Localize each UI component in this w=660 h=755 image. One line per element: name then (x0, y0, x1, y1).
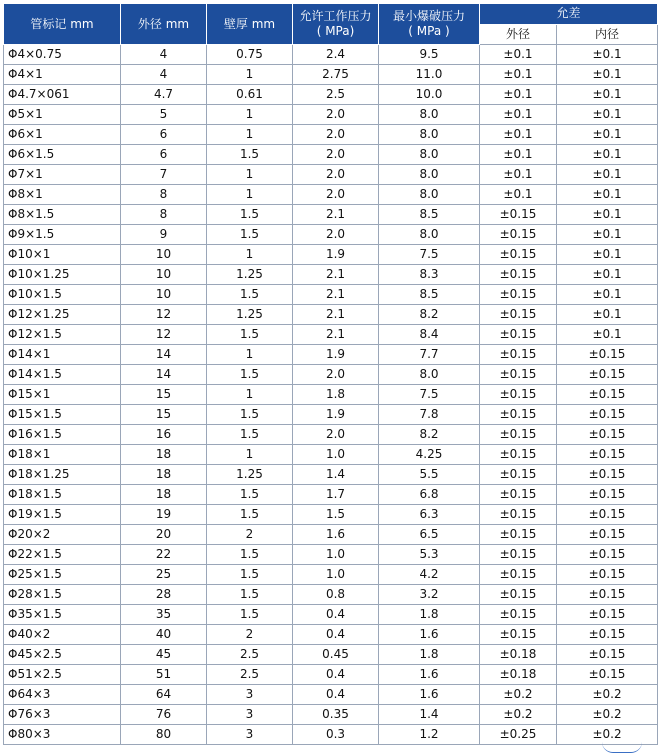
cell-tolerance-inner: ±0.15 (557, 485, 658, 505)
table-row (4, 505, 658, 525)
cell-tolerance-outer: ±0.15 (480, 245, 557, 265)
cell-working-pressure: 1.9 (293, 405, 379, 425)
table-row (4, 465, 658, 485)
header-outer-diameter: 外径 mm (121, 4, 207, 45)
cell-tolerance-inner: ±0.1 (557, 225, 658, 245)
cell-working-pressure: 2.0 (293, 225, 379, 245)
cell-burst-pressure: 4.2 (379, 565, 480, 585)
cell-tolerance-outer: ±0.15 (480, 565, 557, 585)
cell-working-pressure: 0.4 (293, 665, 379, 685)
cell-name: Φ80×3 (4, 725, 121, 745)
cell-burst-pressure: 8.2 (379, 425, 480, 445)
cell-name: Φ19×1.5 (4, 505, 121, 525)
table-row (4, 365, 658, 385)
cell-working-pressure: 2.4 (293, 45, 379, 65)
cell-working-pressure: 2.1 (293, 305, 379, 325)
table-row (4, 245, 658, 265)
cell-tolerance-outer: ±0.2 (480, 705, 557, 725)
cell-tolerance-outer: ±0.15 (480, 425, 557, 445)
cell-tolerance-outer: ±0.15 (480, 625, 557, 645)
cell-outer-diameter: 51 (121, 665, 207, 685)
cell-burst-pressure: 8.0 (379, 185, 480, 205)
cell-wall-thickness: 1.5 (207, 505, 293, 525)
cell-tolerance-outer: ±0.18 (480, 665, 557, 685)
cell-burst-pressure: 9.5 (379, 45, 480, 65)
cell-tolerance-outer: ±0.15 (480, 265, 557, 285)
cell-tolerance-outer: ±0.15 (480, 205, 557, 225)
cell-outer-diameter: 7 (121, 165, 207, 185)
cell-burst-pressure: 1.8 (379, 605, 480, 625)
cell-outer-diameter: 28 (121, 585, 207, 605)
cell-working-pressure: 0.45 (293, 645, 379, 665)
cell-working-pressure: 2.0 (293, 105, 379, 125)
table-row (4, 545, 658, 565)
header-burst-pressure (379, 4, 480, 45)
header-tolerance: 允差 (480, 4, 658, 25)
cell-name: Φ8×1 (4, 185, 121, 205)
cell-wall-thickness: 2 (207, 525, 293, 545)
cell-wall-thickness: 2 (207, 625, 293, 645)
cell-tolerance-inner: ±0.15 (557, 585, 658, 605)
cell-outer-diameter: 15 (121, 405, 207, 425)
header-working-pressure-line2: ( MPa) (316, 24, 355, 38)
table-row (4, 445, 658, 465)
table-row (4, 425, 658, 445)
cell-tolerance-inner: ±0.1 (557, 205, 658, 225)
cell-name: Φ45×2.5 (4, 645, 121, 665)
cell-name: Φ14×1 (4, 345, 121, 365)
cell-burst-pressure: 8.2 (379, 305, 480, 325)
cell-working-pressure: 2.1 (293, 325, 379, 345)
cell-working-pressure: 0.4 (293, 625, 379, 645)
cell-burst-pressure: 1.4 (379, 705, 480, 725)
cell-name: Φ4.7×061 (4, 85, 121, 105)
cell-tolerance-inner: ±0.1 (557, 65, 658, 85)
cell-name: Φ5×1 (4, 105, 121, 125)
cell-outer-diameter: 18 (121, 445, 207, 465)
cell-burst-pressure: 6.3 (379, 505, 480, 525)
header-tolerance-outer: 外径 (480, 24, 557, 45)
cell-wall-thickness: 1.5 (207, 145, 293, 165)
cell-burst-pressure: 8.0 (379, 225, 480, 245)
cell-wall-thickness: 1.5 (207, 545, 293, 565)
cell-outer-diameter: 19 (121, 505, 207, 525)
cell-outer-diameter: 14 (121, 345, 207, 365)
cell-tolerance-inner: ±0.1 (557, 45, 658, 65)
cell-tolerance-outer: ±0.15 (480, 225, 557, 245)
pipe-spec-table (3, 3, 658, 745)
cell-tolerance-inner: ±0.15 (557, 385, 658, 405)
cell-wall-thickness: 1 (207, 385, 293, 405)
cell-outer-diameter: 22 (121, 545, 207, 565)
cell-working-pressure: 1.0 (293, 545, 379, 565)
cell-outer-diameter: 4 (121, 65, 207, 85)
cell-tolerance-inner: ±0.1 (557, 85, 658, 105)
table-row (4, 385, 658, 405)
cell-tolerance-outer: ±0.1 (480, 125, 557, 145)
table-row (4, 205, 658, 225)
cell-name: Φ12×1.5 (4, 325, 121, 345)
table-row (4, 685, 658, 705)
cell-working-pressure: 1.9 (293, 345, 379, 365)
cell-name: Φ4×1 (4, 65, 121, 85)
cell-wall-thickness: 1 (207, 185, 293, 205)
cell-name: Φ20×2 (4, 525, 121, 545)
cell-burst-pressure: 5.3 (379, 545, 480, 565)
cell-tolerance-inner: ±0.1 (557, 165, 658, 185)
cell-wall-thickness: 0.61 (207, 85, 293, 105)
cell-tolerance-inner: ±0.15 (557, 505, 658, 525)
cell-tolerance-outer: ±0.1 (480, 185, 557, 205)
cell-tolerance-outer: ±0.1 (480, 85, 557, 105)
cell-working-pressure: 2.1 (293, 205, 379, 225)
table-row (4, 705, 658, 725)
table-row (4, 105, 658, 125)
cell-tolerance-inner: ±0.2 (557, 705, 658, 725)
header-working-pressure-line1: 允许工作压力 (299, 9, 372, 23)
cell-tolerance-outer: ±0.15 (480, 285, 557, 305)
cell-burst-pressure: 11.0 (379, 65, 480, 85)
cell-burst-pressure: 10.0 (379, 85, 480, 105)
cell-wall-thickness: 1.5 (207, 585, 293, 605)
header-name: 管标记 mm (4, 4, 121, 45)
cell-name: Φ4×0.75 (4, 45, 121, 65)
cell-outer-diameter: 14 (121, 365, 207, 385)
cell-tolerance-outer: ±0.1 (480, 145, 557, 165)
cell-tolerance-outer: ±0.15 (480, 585, 557, 605)
cell-name: Φ14×1.5 (4, 365, 121, 385)
cell-outer-diameter: 10 (121, 285, 207, 305)
cell-tolerance-inner: ±0.1 (557, 305, 658, 325)
cell-name: Φ16×1.5 (4, 425, 121, 445)
cell-outer-diameter: 8 (121, 185, 207, 205)
cell-name: Φ15×1.5 (4, 405, 121, 425)
table-row (4, 665, 658, 685)
cell-wall-thickness: 2.5 (207, 645, 293, 665)
table-body (4, 45, 658, 745)
cell-wall-thickness: 1.25 (207, 305, 293, 325)
cell-working-pressure: 0.3 (293, 725, 379, 745)
cell-wall-thickness: 1.25 (207, 265, 293, 285)
cell-outer-diameter: 40 (121, 625, 207, 645)
table-row (4, 125, 658, 145)
cell-name: Φ7×1 (4, 165, 121, 185)
cell-burst-pressure: 1.6 (379, 625, 480, 645)
cell-working-pressure: 2.0 (293, 145, 379, 165)
cell-tolerance-inner: ±0.15 (557, 665, 658, 685)
table-row (4, 305, 658, 325)
cell-working-pressure: 2.0 (293, 125, 379, 145)
cell-tolerance-inner: ±0.15 (557, 525, 658, 545)
cell-tolerance-inner: ±0.15 (557, 645, 658, 665)
cell-name: Φ15×1 (4, 385, 121, 405)
cell-outer-diameter: 76 (121, 705, 207, 725)
cell-name: Φ18×1.25 (4, 465, 121, 485)
cell-tolerance-outer: ±0.15 (480, 405, 557, 425)
cell-name: Φ40×2 (4, 625, 121, 645)
cell-working-pressure: 1.8 (293, 385, 379, 405)
cell-working-pressure: 2.0 (293, 185, 379, 205)
cell-name: Φ51×2.5 (4, 665, 121, 685)
cell-tolerance-inner: ±0.15 (557, 565, 658, 585)
cell-tolerance-outer: ±0.15 (480, 385, 557, 405)
cell-working-pressure: 0.8 (293, 585, 379, 605)
cell-name: Φ25×1.5 (4, 565, 121, 585)
cell-outer-diameter: 64 (121, 685, 207, 705)
header-burst-pressure-line1: 最小爆破压力 (392, 9, 465, 23)
cell-name: Φ64×3 (4, 685, 121, 705)
cell-name: Φ28×1.5 (4, 585, 121, 605)
cell-burst-pressure: 8.5 (379, 205, 480, 225)
table-row (4, 225, 658, 245)
table-row (4, 645, 658, 665)
cell-wall-thickness: 1 (207, 105, 293, 125)
cell-wall-thickness: 3 (207, 725, 293, 745)
cell-outer-diameter: 4 (121, 45, 207, 65)
cell-burst-pressure: 8.0 (379, 365, 480, 385)
cell-tolerance-outer: ±0.15 (480, 605, 557, 625)
cell-wall-thickness: 1.5 (207, 425, 293, 445)
cell-wall-thickness: 1.5 (207, 565, 293, 585)
cell-burst-pressure: 8.4 (379, 325, 480, 345)
table-row (4, 725, 658, 745)
cell-outer-diameter: 20 (121, 525, 207, 545)
cell-outer-diameter: 16 (121, 425, 207, 445)
cell-tolerance-inner: ±0.15 (557, 445, 658, 465)
cell-wall-thickness: 0.75 (207, 45, 293, 65)
table-row (4, 145, 658, 165)
table-row (4, 265, 658, 285)
cell-tolerance-outer: ±0.18 (480, 645, 557, 665)
cell-wall-thickness: 1.5 (207, 285, 293, 305)
cell-tolerance-outer: ±0.15 (480, 345, 557, 365)
cell-tolerance-inner: ±0.1 (557, 105, 658, 125)
cell-tolerance-outer: ±0.25 (480, 725, 557, 745)
cell-name: Φ10×1.5 (4, 285, 121, 305)
table-row (4, 285, 658, 305)
cell-tolerance-outer: ±0.15 (480, 545, 557, 565)
cell-working-pressure: 1.0 (293, 565, 379, 585)
cell-outer-diameter: 12 (121, 305, 207, 325)
cell-wall-thickness: 1.5 (207, 365, 293, 385)
cell-tolerance-inner: ±0.15 (557, 425, 658, 445)
cell-name: Φ76×3 (4, 705, 121, 725)
cell-working-pressure: 1.6 (293, 525, 379, 545)
cell-burst-pressure: 3.2 (379, 585, 480, 605)
cell-working-pressure: 2.1 (293, 285, 379, 305)
cell-wall-thickness: 2.5 (207, 665, 293, 685)
cell-burst-pressure: 5.5 (379, 465, 480, 485)
table-row (4, 185, 658, 205)
table-row (4, 85, 658, 105)
header-wall-thickness: 壁厚 mm (207, 4, 293, 45)
cell-name: Φ10×1.25 (4, 265, 121, 285)
cell-burst-pressure: 7.5 (379, 245, 480, 265)
table-header (4, 4, 658, 45)
cell-working-pressure: 1.0 (293, 445, 379, 465)
cell-burst-pressure: 8.5 (379, 285, 480, 305)
cell-wall-thickness: 1 (207, 65, 293, 85)
table-row (4, 605, 658, 625)
cell-working-pressure: 1.4 (293, 465, 379, 485)
table-row (4, 625, 658, 645)
cell-outer-diameter: 80 (121, 725, 207, 745)
cell-outer-diameter: 18 (121, 485, 207, 505)
cell-burst-pressure: 8.0 (379, 105, 480, 125)
cell-burst-pressure: 7.5 (379, 385, 480, 405)
cell-burst-pressure: 6.8 (379, 485, 480, 505)
cell-tolerance-inner: ±0.1 (557, 145, 658, 165)
cell-tolerance-inner: ±0.15 (557, 365, 658, 385)
table-row (4, 165, 658, 185)
cell-working-pressure: 0.35 (293, 705, 379, 725)
cell-name: Φ6×1 (4, 125, 121, 145)
cell-outer-diameter: 18 (121, 465, 207, 485)
cell-outer-diameter: 10 (121, 265, 207, 285)
cell-burst-pressure: 7.8 (379, 405, 480, 425)
cell-burst-pressure: 7.7 (379, 345, 480, 365)
cell-name: Φ35×1.5 (4, 605, 121, 625)
header-working-pressure (293, 4, 379, 45)
cell-outer-diameter: 10 (121, 245, 207, 265)
cell-tolerance-inner: ±0.15 (557, 605, 658, 625)
table-row (4, 65, 658, 85)
cell-tolerance-outer: ±0.15 (480, 505, 557, 525)
cell-name: Φ18×1.5 (4, 485, 121, 505)
cell-tolerance-outer: ±0.15 (480, 325, 557, 345)
cell-wall-thickness: 1.5 (207, 605, 293, 625)
cell-outer-diameter: 25 (121, 565, 207, 585)
cell-tolerance-outer: ±0.1 (480, 65, 557, 85)
cell-tolerance-outer: ±0.1 (480, 165, 557, 185)
cell-tolerance-inner: ±0.1 (557, 285, 658, 305)
cell-tolerance-inner: ±0.1 (557, 245, 658, 265)
cell-burst-pressure: 8.0 (379, 165, 480, 185)
cell-name: Φ9×1.5 (4, 225, 121, 245)
cell-working-pressure: 2.1 (293, 265, 379, 285)
cell-working-pressure: 2.5 (293, 85, 379, 105)
cell-tolerance-inner: ±0.15 (557, 465, 658, 485)
corner-decoration (602, 742, 642, 753)
cell-outer-diameter: 45 (121, 645, 207, 665)
cell-outer-diameter: 4.7 (121, 85, 207, 105)
cell-working-pressure: 2.0 (293, 425, 379, 445)
cell-tolerance-outer: ±0.2 (480, 685, 557, 705)
cell-wall-thickness: 1.25 (207, 465, 293, 485)
cell-wall-thickness: 1.5 (207, 325, 293, 345)
cell-tolerance-inner: ±0.1 (557, 265, 658, 285)
cell-outer-diameter: 5 (121, 105, 207, 125)
table-row (4, 485, 658, 505)
cell-burst-pressure: 8.0 (379, 145, 480, 165)
cell-outer-diameter: 9 (121, 225, 207, 245)
cell-burst-pressure: 8.3 (379, 265, 480, 285)
cell-tolerance-inner: ±0.15 (557, 405, 658, 425)
cell-outer-diameter: 12 (121, 325, 207, 345)
cell-tolerance-inner: ±0.2 (557, 725, 658, 745)
table-row (4, 405, 658, 425)
cell-burst-pressure: 1.2 (379, 725, 480, 745)
table-row (4, 345, 658, 365)
cell-tolerance-inner: ±0.15 (557, 345, 658, 365)
cell-name: Φ10×1 (4, 245, 121, 265)
cell-wall-thickness: 3 (207, 685, 293, 705)
cell-wall-thickness: 1 (207, 345, 293, 365)
cell-wall-thickness: 1.5 (207, 485, 293, 505)
cell-burst-pressure: 1.6 (379, 665, 480, 685)
cell-outer-diameter: 6 (121, 125, 207, 145)
cell-working-pressure: 2.75 (293, 65, 379, 85)
cell-outer-diameter: 15 (121, 385, 207, 405)
cell-wall-thickness: 1.5 (207, 225, 293, 245)
cell-wall-thickness: 1.5 (207, 405, 293, 425)
header-tolerance-inner: 内径 (557, 24, 658, 45)
cell-tolerance-inner: ±0.15 (557, 625, 658, 645)
cell-outer-diameter: 6 (121, 145, 207, 165)
cell-wall-thickness: 1 (207, 245, 293, 265)
cell-name: Φ6×1.5 (4, 145, 121, 165)
cell-name: Φ12×1.25 (4, 305, 121, 325)
cell-burst-pressure: 1.6 (379, 685, 480, 705)
cell-tolerance-outer: ±0.1 (480, 45, 557, 65)
cell-tolerance-outer: ±0.1 (480, 105, 557, 125)
table-row (4, 565, 658, 585)
cell-burst-pressure: 4.25 (379, 445, 480, 465)
cell-name: Φ8×1.5 (4, 205, 121, 225)
cell-tolerance-inner: ±0.15 (557, 545, 658, 565)
table-row (4, 585, 658, 605)
header-burst-pressure-line2: ( MPa ) (408, 24, 450, 38)
cell-working-pressure: 2.0 (293, 165, 379, 185)
cell-tolerance-outer: ±0.15 (480, 365, 557, 385)
cell-working-pressure: 1.5 (293, 505, 379, 525)
cell-working-pressure: 1.7 (293, 485, 379, 505)
cell-working-pressure: 0.4 (293, 605, 379, 625)
cell-tolerance-outer: ±0.15 (480, 465, 557, 485)
cell-working-pressure: 2.0 (293, 365, 379, 385)
cell-tolerance-outer: ±0.15 (480, 445, 557, 465)
cell-outer-diameter: 35 (121, 605, 207, 625)
cell-wall-thickness: 1 (207, 445, 293, 465)
cell-burst-pressure: 6.5 (379, 525, 480, 545)
cell-burst-pressure: 8.0 (379, 125, 480, 145)
cell-working-pressure: 0.4 (293, 685, 379, 705)
cell-tolerance-outer: ±0.15 (480, 525, 557, 545)
cell-working-pressure: 1.9 (293, 245, 379, 265)
cell-outer-diameter: 8 (121, 205, 207, 225)
cell-name: Φ22×1.5 (4, 545, 121, 565)
cell-wall-thickness: 1 (207, 165, 293, 185)
cell-burst-pressure: 1.8 (379, 645, 480, 665)
cell-tolerance-inner: ±0.1 (557, 185, 658, 205)
table-row (4, 525, 658, 545)
cell-wall-thickness: 1.5 (207, 205, 293, 225)
cell-tolerance-outer: ±0.15 (480, 305, 557, 325)
table-row (4, 325, 658, 345)
cell-tolerance-inner: ±0.1 (557, 325, 658, 345)
cell-tolerance-outer: ±0.15 (480, 485, 557, 505)
cell-name: Φ18×1 (4, 445, 121, 465)
cell-tolerance-inner: ±0.2 (557, 685, 658, 705)
cell-wall-thickness: 1 (207, 125, 293, 145)
cell-tolerance-inner: ±0.1 (557, 125, 658, 145)
cell-wall-thickness: 3 (207, 705, 293, 725)
table-row (4, 45, 658, 65)
